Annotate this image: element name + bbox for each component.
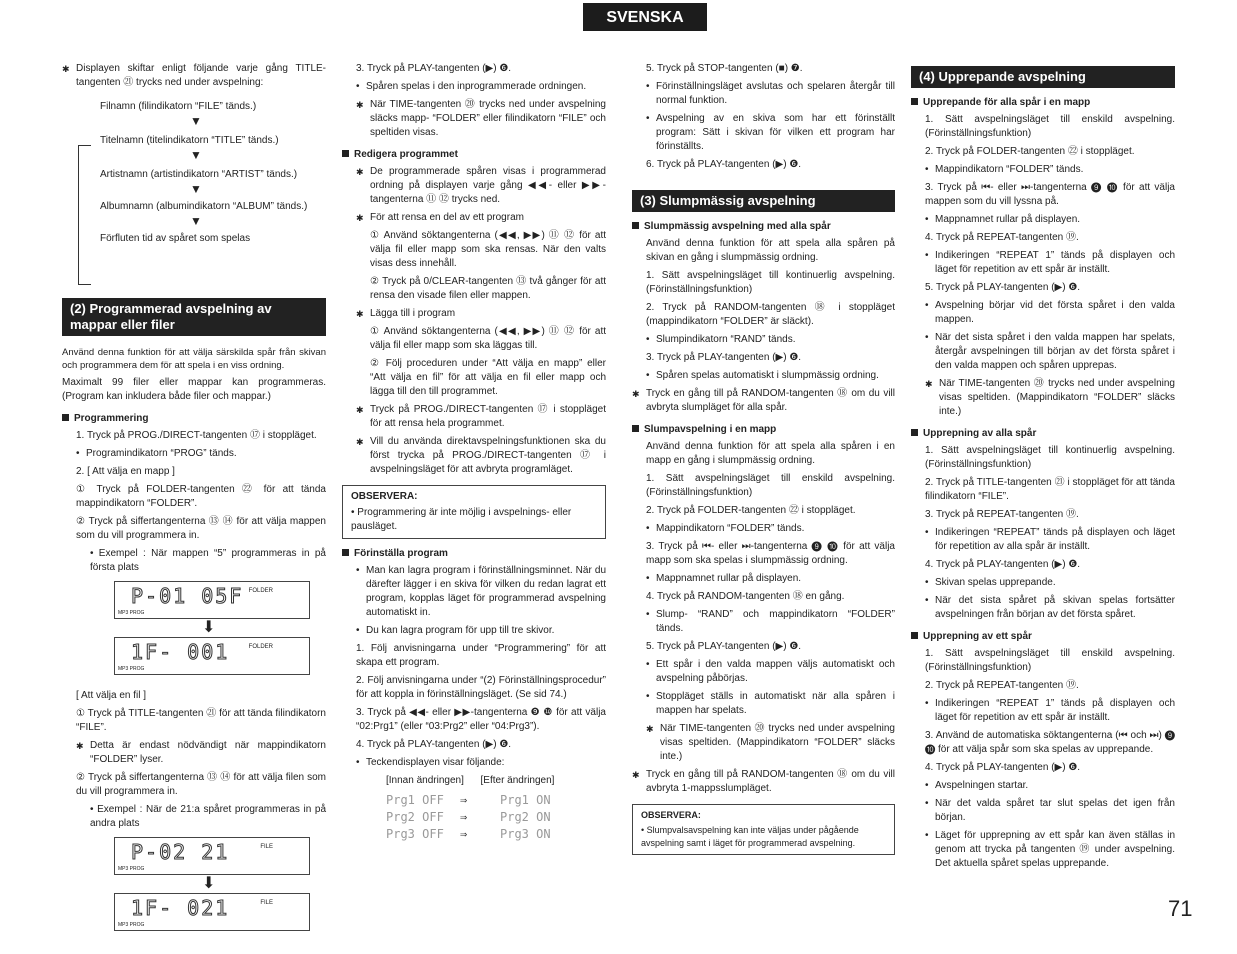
observe-box (632, 804, 895, 855)
change-columns: [Innan ändringen] [Efter ändringen] (386, 775, 555, 786)
prg-row (342, 809, 606, 826)
step-5: 5. Tryck på STOP-tangenten (■) ❼. (646, 63, 803, 74)
edit-program-heading: Redigera programmet (342, 148, 606, 162)
lcd-text: 1F- 021 (131, 896, 230, 920)
lcd-display (114, 837, 310, 875)
folder-step-4: 4. Tryck på RANDOM-tangenten ⑱ en gång. (646, 591, 845, 602)
repeat-one-step-4: 4. Tryck på PLAY-tangenten (▶) ❻. (925, 762, 1081, 773)
edit-note-2: ✱ För att rensa en del av ett program (356, 211, 606, 225)
step-3: [ Att välja en fil ] (76, 690, 147, 701)
arrow-down-icon: ▼ (190, 148, 202, 162)
repeat-folder-step-3-note: • Mappnamnet rullar på displayen. (925, 213, 1175, 227)
arrow-down-icon: ▼ (190, 214, 202, 228)
flow-item-album: Albumnamn (albumindikatorn “ALBUM” tänds.) (100, 201, 308, 212)
column-2 (342, 62, 606, 843)
step-2b: ② Tryck på siffertangenterna ⑬ ⑭ för att välja mappen som du vill programmera in. (76, 516, 326, 541)
random-step-2: 2. Tryck på RANDOM-tangenten ⑱ i stoppläget (mappindikatorn “FOLDER” är släckt). (646, 302, 895, 327)
edit-note-2a: ① Använd söktangenterna (◀◀, ▶▶) ⑪ ⑫ för att välja fil eller mapp som ska rensas. När den valts visas dess innehåll. (370, 230, 606, 269)
observe-text: • Slumpvalsavspelning kan inte väljas under pågående avspelning samt i läget för programmerad avspelning. (641, 825, 859, 848)
lcd-mp3: MP3 PROG (118, 922, 145, 928)
section-4-title: (4) Upprepande avspelning (911, 66, 1175, 88)
repeat-one-step-2-note: • Indikeringen “REPEAT 1” tänds på displayen och läget för repetition av ett spår är inställt. (925, 697, 1175, 725)
section-2-intro-2: Maximalt 99 filer eller mappar kan programmeras. (Program kan inkludera både filer och mappar.) (62, 377, 326, 402)
observe-title: OBSERVERA: (641, 810, 701, 820)
step-3a: ① Tryck på TITLE-tangenten ㉑ för att tända filindikatorn “FILE”. (76, 708, 326, 733)
step-2a: ① Tryck på FOLDER-tangenten ㉒ för att tända mappindikatorn “FOLDER”. (76, 484, 326, 509)
repeat-folder-heading: Upprepande för alla spår i en mapp (911, 96, 1175, 110)
repeat-folder-step-2-note: • Mappindikatorn “FOLDER” tänds. (925, 163, 1175, 177)
step-3-note: • Spåren spelas i den inprogrammerade ordningen. (356, 80, 606, 94)
preset-step-1: 1. Följ anvisningarna under “Programmering” för att skapa ett program. (356, 643, 606, 668)
edit-note-2b: ② Tryck på 0/CLEAR-tangenten ⑬ två gånger för att rensa den visade filen eller mappen. (370, 276, 606, 301)
folder-step-5-note-c: ✱ När TIME-tangenten ⑳ trycks ned under avspelning visas speltiden. (Mappindikatorn “FOLDER” släcks inte.) (646, 722, 895, 764)
arrow-right-icon: ⇒ (460, 810, 468, 824)
repeat-one-heading: Upprepning av ett spår (911, 630, 1175, 644)
column-1 (62, 62, 326, 931)
repeat-folder-step-3: 3. Tryck på ⏮- eller ⏭-tangenterna ❾ ❿ för att välja mappen som du vill lyssna på. (925, 182, 1175, 207)
edit-note-3a: ① Använd söktangenterna (◀◀, ▶▶) ⑪ ⑫ för att välja fil eller mapp som ska läggas till. (370, 326, 606, 351)
preset-step-2: 2. Följ anvisningarna under “(2) Förinställningsprocedur” för att koppla in förinställningsläget. (Se sid 74.) (356, 675, 606, 700)
random-folder-heading: Slumpavspelning i en mapp (632, 423, 895, 437)
prg-after: Prg3 ON (500, 827, 551, 841)
step-1-note: • Programindikatorn “PROG” tänds. (76, 447, 326, 461)
repeat-folder-step-5-note-a: • Avspelning börjar vid det första spåret i den valda mappen. (925, 299, 1175, 327)
prg-before: Prg1 OFF (386, 793, 444, 807)
folder-cancel-note: ✱ Tryck en gång till på RANDOM-tangenten ⑱ om du vill avbryta 1-mappsslumpläget. (632, 768, 895, 796)
flow-item-elapsed: Förfluten tid av spåret som spelas (100, 233, 251, 244)
flow-bracket (78, 145, 91, 285)
column-3 (632, 62, 895, 863)
repeat-one-step-4-note-a: • Avspelningen startar. (925, 779, 1175, 793)
flow-item-title: Titelnamn (titelindikatorn “TITLE” tänds.) (100, 135, 279, 146)
random-step-3: 3. Tryck på PLAY-tangenten (▶) ❻. (646, 352, 802, 363)
arrow-right-icon: ⇒ (460, 827, 468, 841)
step-1: 1. Tryck på PROG./DIRECT-tangenten ⑰ i stoppläget. (76, 430, 317, 441)
preset-step-4: 4. Tryck på PLAY-tangenten (▶) ❻. (356, 739, 512, 750)
display-intro: ✱ Displayen skiftar enligt följande varje gång TITLE-tangenten ㉑ trycks ned under avspelning: (62, 62, 326, 90)
lcd-display (114, 581, 310, 619)
flow-item-artist: Artistnamn (artistindikatorn “ARTIST” tänds.) (100, 169, 298, 180)
preset-step-3: 3. Tryck på ◀◀- eller ▶▶-tangenterna ❾ ❿ för att välja “02:Prg1” (eller “03:Prg2” eller “04:Prg3”). (356, 707, 606, 732)
repeat-folder-step-1: 1. Sätt avspelningsläget till enskild avspelning. (Förinställningsfunktion) (925, 114, 1175, 139)
repeat-one-step-4-note-b: • När det valda spåret tar slut spelas det igen från början. (925, 797, 1175, 825)
repeat-folder-step-2: 2. Tryck på FOLDER-tangenten ㉒ i stoppläget. (925, 146, 1135, 157)
lcd-text: P-01 05F (131, 584, 244, 608)
prg-before: Prg3 OFF (386, 827, 444, 841)
prg-row (342, 826, 606, 843)
repeat-folder-step-5-note-b: • När det sista spåret i den valda mappen har spelats, återgår avspelningen till början av det första spåret i den valda mappen och spåren upprepas. (925, 331, 1175, 373)
step-3c: ② Tryck på siffertangenterna ⑬ ⑭ för att välja filen som du vill programmera in. (76, 772, 326, 797)
display-flow (62, 100, 326, 252)
lcd-tag: FOLDER (248, 588, 273, 594)
preset-note-1: • Man kan lagra program i förinställningsminnet. När du därefter lägger i en skiva för vilken du redan lagrat ett program, kopplas läget för programmerad avspelning automatiskt in. (356, 564, 606, 620)
repeat-all-step-3: 3. Tryck på REPEAT-tangenten ⑲. (925, 509, 1079, 520)
repeat-all-step-4-note-b: • När det sista spåret på skivan spelas fortsätter avspelningen från början av det första spåret. (925, 594, 1175, 622)
step-6: 6. Tryck på PLAY-tangenten (▶) ❻. (646, 159, 802, 170)
repeat-one-step-4-note-c: • Läget för upprepning av ett spår kan även ställas in genom att trycka på tangenten ⑲ under avspelning. Det aktuella spåret spelas upprepande. (925, 829, 1175, 871)
lcd-display (114, 893, 310, 931)
lcd-mp3: MP3 PROG (118, 610, 145, 616)
flow-item-file: Filnamn (filindikatorn “FILE” tänds.) (100, 101, 257, 112)
lcd-text: P-02 21 (131, 840, 230, 864)
step-2-example: • Exempel : När mappen “5” programmeras in på första plats (90, 548, 326, 573)
repeat-all-step-4: 4. Tryck på PLAY-tangenten (▶) ❻. (925, 559, 1081, 570)
preset-program-heading: Förinställa program (342, 547, 606, 561)
column-4 (911, 62, 1175, 875)
arrow-down-icon: ▼ (190, 182, 202, 196)
section-2-title: (2) Programmerad avspelning av mappar eller filer (62, 298, 326, 336)
folder-step-5-note-b: • Stoppläget ställs in automatiskt när alla spåren i mappen har spelats. (646, 690, 895, 718)
folder-step-4-note: • Slump- “RAND” och mappindikatorn “FOLDER” tänds. (646, 608, 895, 636)
random-step-1: 1. Sätt avspelningsläget till kontinuerlig avspelning. (Förinställningsfunktion) (646, 270, 895, 295)
random-all-intro: Använd denna funktion för att spela alla spåren på skivan en gång i slumpmässig ordning. (646, 238, 895, 263)
lcd-tag: FILE (260, 900, 273, 906)
random-cancel-note: ✱ Tryck en gång till på RANDOM-tangenten ⑱ om du vill avbryta slumpläget för alla spår. (632, 387, 895, 415)
page-number: 71 (1168, 896, 1193, 921)
folder-step-5: 5. Tryck på PLAY-tangenten (▶) ❻. (646, 641, 802, 652)
lcd-display (114, 637, 310, 675)
step-3-time-note: ✱ När TIME-tangenten ⑳ trycks ned under avspelning släcks mapp- “FOLDER” eller filindikatorn “FILE” och speltiden visas. (356, 98, 606, 140)
random-step-2-note: • Slumpindikatorn “RAND” tänds. (646, 333, 895, 347)
repeat-all-step-1: 1. Sätt avspelningsläget till kontinuerlig avspelning. (Förinställningsfunktion) (925, 445, 1175, 470)
arrow-down-icon: ▼ (190, 114, 202, 128)
preset-note-2: • Du kan lagra program för upp till tre skivor. (356, 624, 606, 638)
repeat-one-step-2: 2. Tryck på REPEAT-tangenten ⑲. (925, 680, 1079, 691)
folder-step-5-note-a: • Ett spår i den valda mappen väljs automatiskt och avspelning påbörjas. (646, 658, 895, 686)
arrow-right-icon: ⇒ (460, 793, 468, 807)
lcd-tag: FOLDER (248, 644, 273, 650)
edit-note-1: ✱ De programmerade spåren visas i programmerad ordning på displayen varje gång ◀◀- eller ▶▶-tangenterna ⑪ ⑫ trycks ned. (356, 165, 606, 207)
step-3-example: • Exempel : När de 21:a spåret programmeras in på andra plats (90, 804, 326, 829)
preset-step-4-note: • Teckendisplayen visar följande: (356, 756, 606, 770)
prg-before: Prg2 OFF (386, 810, 444, 824)
repeat-all-step-2: 2. Tryck på TITLE-tangenten ㉑ i stoppläget för att tända filindikatorn “FILE”. (925, 477, 1175, 502)
edit-note-4: ✱ Tryck på PROG./DIRECT-tangenten ⑰ i stoppläget för att rensa hela programmet. (356, 403, 606, 431)
repeat-one-step-1: 1. Sätt avspelningsläget till enskild avspelning. (Förinställningsfunktion) (925, 648, 1175, 673)
prg-after: Prg1 ON (500, 793, 551, 807)
step-5-note-b: • Avspelning av en skiva som har ett förinställt program: Sätt i skivan för vilken ett program har förinställts. (646, 112, 895, 154)
arrow-down-icon: ⬇ (202, 875, 216, 892)
random-all-heading: Slumpmässig avspelning med alla spår (632, 220, 895, 234)
folder-step-1: 1. Sätt avspelningsläget till enskild avspelning. (Förinställningsfunktion) (646, 473, 895, 498)
repeat-all-step-4-note-a: • Skivan spelas upprepande. (925, 576, 1175, 590)
folder-step-3-note: • Mappnamnet rullar på displayen. (646, 572, 895, 586)
edit-note-5: ✱ Vill du använda direktavspelningsfunktionen ska du först trycka på PROG./DIRECT-tangenten ⑰ i avspelningsläget för att avbryta programläget. (356, 435, 606, 477)
section-2-intro: Använd denna funktion för att välja särskilda spår från skivan och programmera dem för att spela i en viss ordning. (62, 347, 326, 371)
repeat-one-step-3: 3. Använd de automatiska söktangenterna (⏮ och ⏭) ❾ ❿ för att välja spår som ska spelas av upprepande. (925, 730, 1175, 755)
step-3-note: ✱ Detta är endast nödvändigt när mappindikatorn “FOLDER” lyser. (76, 739, 326, 767)
repeat-folder-step-4: 4. Tryck på REPEAT-tangenten ⑲. (925, 232, 1079, 243)
folder-step-2-note: • Mappindikatorn “FOLDER” tänds. (646, 522, 895, 536)
lcd-mp3: MP3 PROG (118, 866, 145, 872)
repeat-folder-step-4-note: • Indikeringen “REPEAT 1” tänds på displayen och läget för repetition av ett spår är inställt. (925, 249, 1175, 277)
observe-title: OBSERVERA: (351, 491, 418, 502)
folder-step-3: 3. Tryck på ⏮- eller ⏭-tangenterna ❾ ❿ för att välja mapp som ska spelas i slumpmässig ordning. (646, 541, 895, 566)
edit-note-3: ✱ Lägga till i program (356, 307, 606, 321)
prg-row (342, 792, 606, 809)
observe-text: • Programmering är inte möjlig i avspelnings- eller pausläget. (351, 507, 572, 532)
programming-heading: Programmering (62, 412, 326, 426)
random-step-3-note: • Spåren spelas automatiskt i slumpmässig ordning. (646, 369, 895, 383)
lcd-text: 1F- 001 (131, 640, 230, 664)
observe-box (342, 485, 606, 539)
step-2: 2. [ Att välja en mapp ] (76, 466, 175, 477)
lcd-tag: FILE (260, 844, 273, 850)
repeat-all-step-3-note: • Indikeringen “REPEAT” tänds på displayen och läget för repetition av alla spår är inställt. (925, 526, 1175, 554)
step-5-note-a: • Förinställningsläget avslutas och spelaren återgår till normal funktion. (646, 80, 895, 108)
lcd-mp3: MP3 PROG (118, 666, 145, 672)
prg-after: Prg2 ON (500, 810, 551, 824)
random-folder-intro: Använd denna funktion för att spela alla spåren i en mapp en gång i slumpmässig ordning. (646, 441, 895, 466)
arrow-down-icon: ⬇ (202, 619, 216, 636)
edit-note-3b: ② Följ proceduren under “Att välja en mapp” eller “Att välja en fil” för att välja en fil eller mapp och lägga till den till programmet. (370, 358, 606, 397)
repeat-folder-step-5: 5. Tryck på PLAY-tangenten (▶) ❻. (925, 282, 1081, 293)
language-tab: SVENSKA (583, 3, 707, 31)
repeat-all-heading: Upprepning av alla spår (911, 427, 1175, 441)
folder-step-2: 2. Tryck på FOLDER-tangenten ㉒ i stoppläget. (646, 505, 856, 516)
repeat-folder-step-5-note-c: ✱ När TIME-tangenten ⑳ trycks ned under avspelning visas speltiden. (Mappindikatorn “FOLDER” släcks inte.) (925, 377, 1175, 419)
step-3: 3. Tryck på PLAY-tangenten (▶) ❻. (356, 63, 512, 74)
section-3-title: (3) Slumpmässig avspelning (632, 190, 895, 212)
